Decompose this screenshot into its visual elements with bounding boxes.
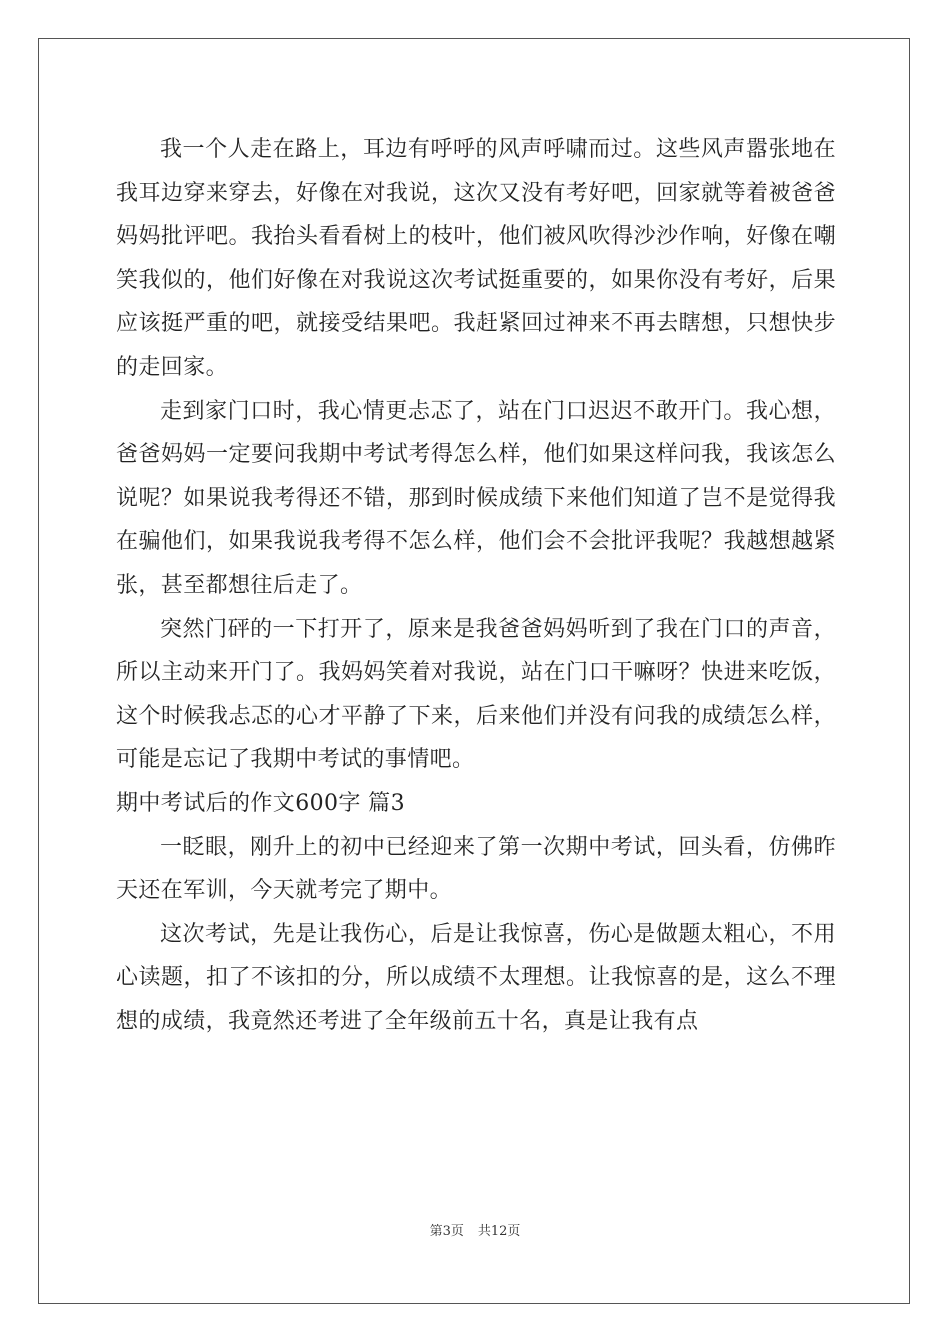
paragraph: 一眨眼，刚升上的初中已经迎来了第一次期中考试，回头看，仿佛昨天还在军训，今天就考完了期中。 xyxy=(116,834,836,904)
paragraph: 我一个人走在路上，耳边有呼呼的风声呼啸而过。这些风声嚣张地在我耳边穿来穿去，好像在对我说，这次又没有考好吧，回家就等着被爸爸妈妈批评吧。我抬头看看树上的枝叶，他们被风吹得沙沙作响，好像在嘲笑我似的，他们好像在对我说这次考试挺重要的，如果你没有考好，后果应该挺严重的吧，就接受结果吧。我赶紧回过神来不再去瞎想，只想快步的走回家。 xyxy=(116,137,836,380)
page-number: 第3页 xyxy=(429,1224,464,1239)
page-footer xyxy=(0,1220,950,1239)
section-heading: 期中考试后的作文600字 篇3 xyxy=(116,790,405,816)
paragraph: 走到家门口时，我心情更忐忑了，站在门口迟迟不敢开门。我心想，爸爸妈妈一定要问我期中考试考得怎么样，他们如果这样问我，我该怎么说呢？如果说我考得还不错，那到时候成绩下来他们知道了岂不是觉得我在骗他们，如果我说我考得不怎么样，他们会不会批评我呢？我越想越紧张，甚至都想往后走了。 xyxy=(116,398,836,598)
paragraph: 突然门砰的一下打开了，原来是我爸爸妈妈听到了我在门口的声音，所以主动来开门了。我妈妈笑着对我说，站在门口干嘛呀？快进来吃饭，这个时候我忐忑的心才平静了下来，后来他们并没有问我的成绩怎么样，可能是忘记了我期中考试的事情吧。 xyxy=(116,616,836,773)
paragraph: 这次考试，先是让我伤心，后是让我惊喜，伤心是做题太粗心，不用心读题，扣了不该扣的分，所以成绩不太理想。让我惊喜的是，这么不理想的成绩，我竟然还考进了全年级前五十名，真是让我有点 xyxy=(116,921,836,1034)
document-body xyxy=(116,128,836,1043)
page-total: 共12页 xyxy=(477,1224,521,1239)
